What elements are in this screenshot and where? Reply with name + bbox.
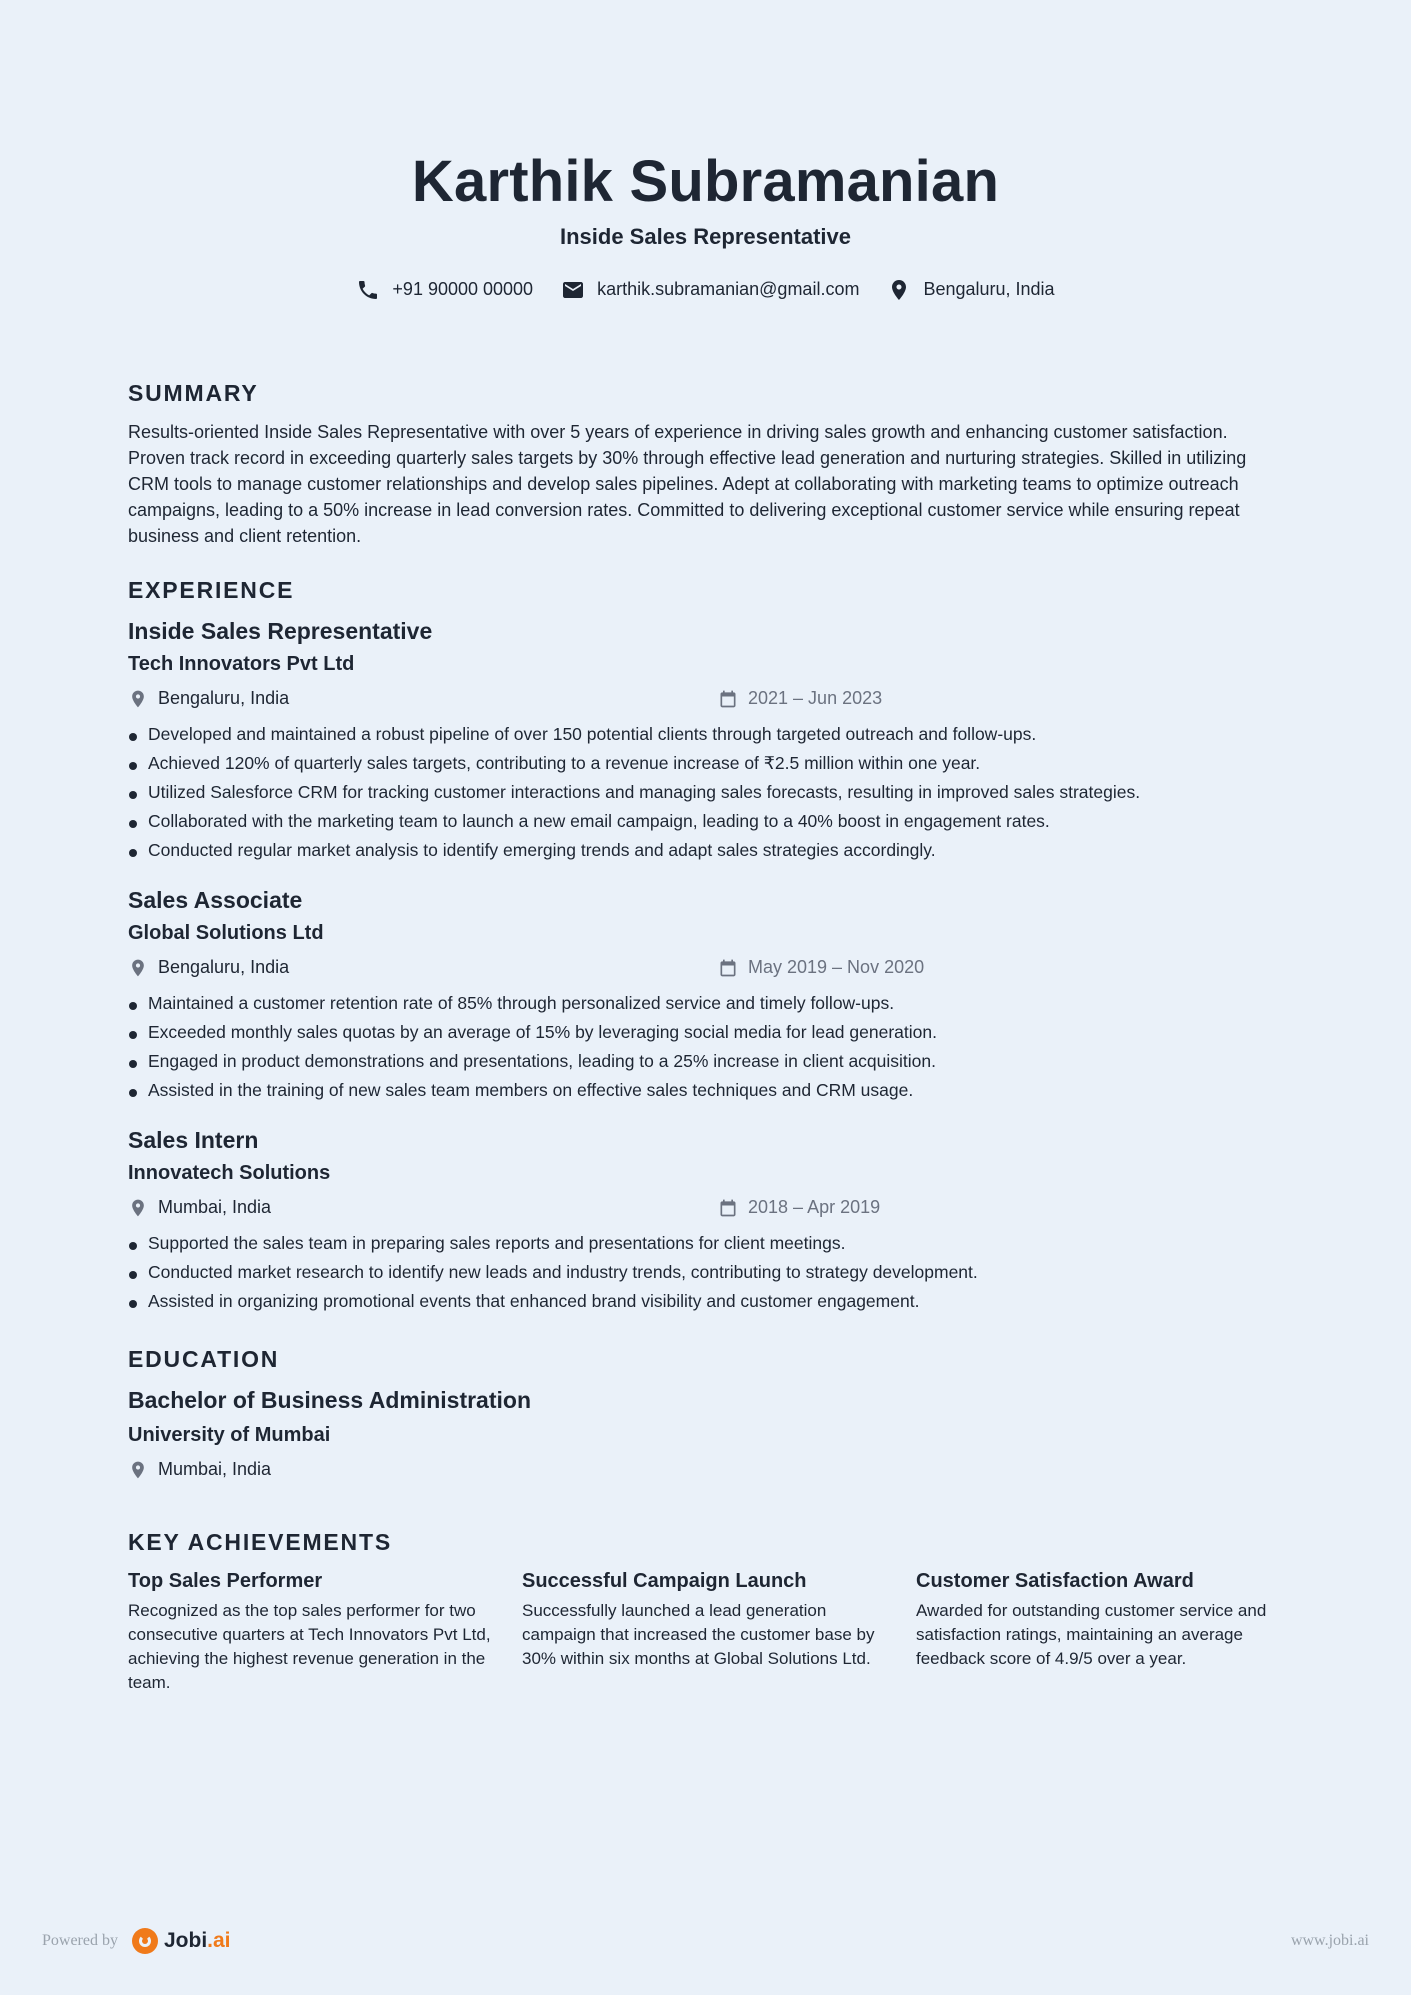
achievement-title: Customer Satisfaction Award xyxy=(916,1570,1194,1592)
degree-name: Bachelor of Business Administration xyxy=(128,1387,531,1413)
achievement-text: Successfully launched a lead generation campaign that increased the customer base by 30% within six months at Global Solutions Ltd. xyxy=(522,1601,875,1668)
job-dates xyxy=(718,1197,880,1218)
phone-text: +91 90000 00000 xyxy=(392,279,534,300)
location-pin-icon xyxy=(887,278,911,302)
job-dates xyxy=(718,688,882,709)
summary-text: Results-oriented Inside Sales Representative with over 5 years of experience in driving sales growth and enhancing customer satisfaction. Proven track record in exceeding quarterly sales targets by 30% through effective lead generation and nurturing strategies. Skilled in utilizing CRM tools to manage customer relationships and develop sales pipelines. Adept at collaborating with marketing teams to optimize outreach campaigns, leading to a 50% increase in lead conversion rates. Committed to delivering exceptional customer service while ensuring repeat business and client retention. xyxy=(128,422,1247,546)
achievement-title: Top Sales Performer xyxy=(128,1570,323,1592)
bullet-item: Conducted market research to identify new leads and industry trends, contributing to strategy development. xyxy=(128,1258,1288,1287)
jobi-logo-text xyxy=(164,1929,231,1953)
bullet-item: Maintained a customer retention rate of 85% through personalized service and timely follow-ups. xyxy=(128,989,1288,1018)
job-dates-text: May 2019 – Nov 2020 xyxy=(748,957,925,977)
location-pin-icon xyxy=(128,1198,148,1218)
achievement-title: Successful Campaign Launch xyxy=(522,1570,807,1592)
achievement-text: Recognized as the top sales performer for two consecutive quarters at Tech Innovators Pvt Ltd, achieving the highest revenue generation in the team. xyxy=(128,1601,491,1692)
job-entry xyxy=(128,887,1288,1105)
footer-powered-by xyxy=(42,1928,231,1954)
education-meta xyxy=(128,1459,1288,1485)
location-pin-icon xyxy=(128,689,148,709)
location-text: Bengaluru, India xyxy=(923,279,1055,300)
summary-section xyxy=(128,380,1288,549)
bullet-item: Achieved 120% of quarterly sales targets, contributing to a revenue increase of ₹2.5 million within one year. xyxy=(128,749,1288,778)
achievement-card xyxy=(916,1570,1282,1695)
jobi-logo-link[interactable] xyxy=(132,1928,231,1954)
bullet-item: Exceeded monthly sales quotas by an average of 15% by leveraging social media for lead generation. xyxy=(128,1018,1288,1047)
job-title: Inside Sales Representative xyxy=(128,618,433,644)
bullet-item: Supported the sales team in preparing sales reports and presentations for client meetings. xyxy=(128,1229,1288,1258)
achievements-grid xyxy=(128,1570,1288,1695)
calendar-icon xyxy=(718,1198,738,1218)
email-icon xyxy=(561,278,585,302)
job-entry xyxy=(128,1127,1288,1316)
bullet-item: Developed and maintained a robust pipeline of over 150 potential clients through targeted outreach and follow-ups. xyxy=(128,720,1288,749)
achievements-section xyxy=(128,1529,1288,1695)
school-name: University of Mumbai xyxy=(128,1424,331,1446)
bullet-item: Assisted in organizing promotional events that enhanced brand visibility and customer engagement. xyxy=(128,1287,1288,1316)
section-heading: EDUCATION xyxy=(128,1346,280,1372)
job-location xyxy=(128,688,289,709)
job-title: Sales Intern xyxy=(128,1127,259,1153)
resume-body xyxy=(128,380,1288,1695)
candidate-name: Karthik Subramanian xyxy=(411,149,1000,214)
brand-suffix: .ai xyxy=(207,1929,231,1952)
calendar-icon xyxy=(718,689,738,709)
bullet-item: Collaborated with the marketing team to launch a new email campaign, leading to a 40% boost in engagement rates. xyxy=(128,807,1288,836)
education-location-text: Mumbai, India xyxy=(158,1459,272,1479)
job-location-text: Mumbai, India xyxy=(158,1197,272,1217)
education-location xyxy=(128,1459,271,1480)
email-text: karthik.subramanian@gmail.com xyxy=(597,279,860,300)
calendar-icon xyxy=(718,958,738,978)
contact-email xyxy=(561,278,859,302)
contact-phone xyxy=(356,278,533,302)
company-name: Innovatech Solutions xyxy=(128,1162,331,1184)
bullet-item: Utilized Salesforce CRM for tracking customer interactions and managing sales forecasts, resulting in improved sales strategies. xyxy=(128,778,1288,807)
bullet-item: Assisted in the training of new sales team members on effective sales techniques and CRM usage. xyxy=(128,1076,1288,1105)
phone-icon xyxy=(356,278,380,302)
achievement-card xyxy=(128,1570,494,1695)
contact-location xyxy=(887,278,1054,302)
job-entry xyxy=(128,618,1288,865)
section-heading: SUMMARY xyxy=(128,380,259,406)
job-location xyxy=(128,1197,271,1218)
candidate-title: Inside Sales Representative xyxy=(559,223,852,249)
powered-by-text: Powered by xyxy=(42,1932,118,1949)
job-meta xyxy=(128,1197,1288,1223)
location-pin-icon xyxy=(128,1460,148,1480)
job-bullets xyxy=(128,989,1288,1105)
bullet-item: Engaged in product demonstrations and presentations, leading to a 25% increase in client acquisition. xyxy=(128,1047,1288,1076)
education-section xyxy=(128,1346,1288,1485)
location-pin-icon xyxy=(128,958,148,978)
job-bullets xyxy=(128,720,1288,865)
jobi-logo-icon xyxy=(132,1928,158,1954)
job-bullets xyxy=(128,1229,1288,1316)
job-dates-text: 2021 – Jun 2023 xyxy=(748,688,883,708)
section-heading: KEY ACHIEVEMENTS xyxy=(128,1529,392,1555)
company-name: Tech Innovators Pvt Ltd xyxy=(128,653,355,675)
resume-header xyxy=(0,150,1411,302)
job-dates xyxy=(718,957,924,978)
company-name: Global Solutions Ltd xyxy=(128,922,324,944)
footer-url-link[interactable]: www.jobi.ai xyxy=(1290,1932,1369,1949)
job-dates-text: 2018 – Apr 2019 xyxy=(748,1197,881,1217)
experience-section xyxy=(128,577,1288,1316)
achievement-card xyxy=(522,1570,888,1695)
job-meta xyxy=(128,688,1288,714)
contact-info xyxy=(0,278,1411,302)
job-location xyxy=(128,957,289,978)
job-location-text: Bengaluru, India xyxy=(158,957,290,977)
achievement-text: Awarded for outstanding customer service and satisfaction ratings, maintaining an average feedback score of 4.9/5 over a year. xyxy=(916,1601,1267,1668)
job-location-text: Bengaluru, India xyxy=(158,688,290,708)
brand-name: Jobi xyxy=(163,1929,208,1952)
job-meta xyxy=(128,957,1288,983)
job-title: Sales Associate xyxy=(128,887,303,913)
bullet-item: Conducted regular market analysis to identify emerging trends and adapt sales strategies accordingly. xyxy=(128,836,1288,865)
section-heading: EXPERIENCE xyxy=(128,577,295,603)
